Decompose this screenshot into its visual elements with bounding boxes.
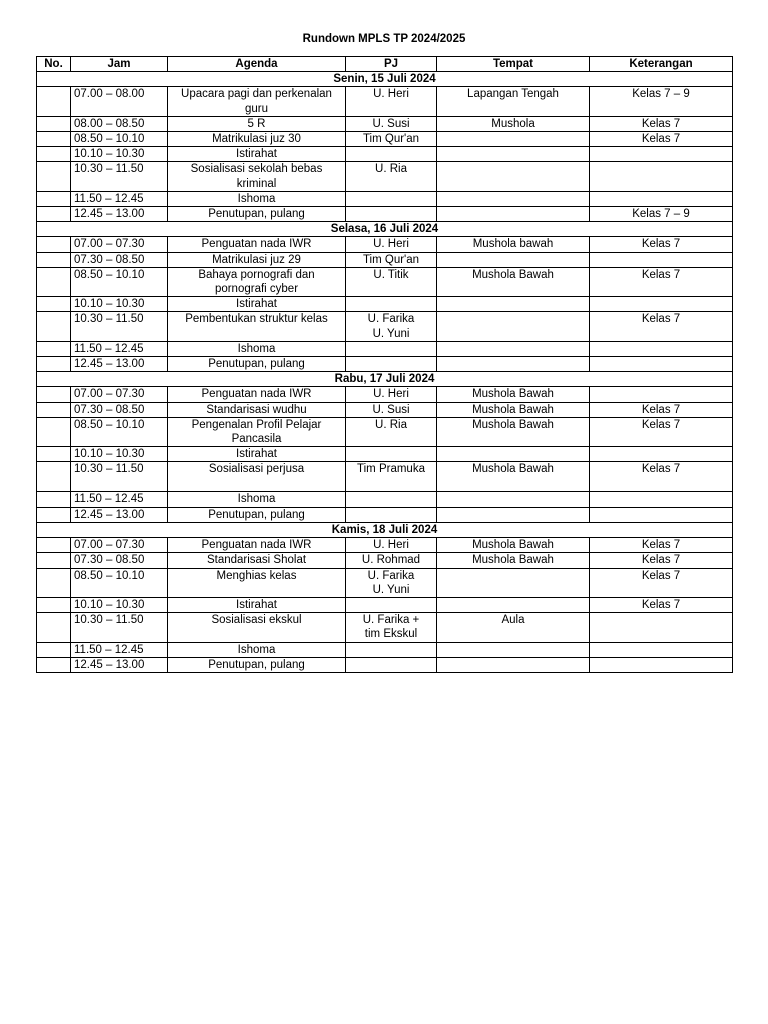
tempat-cell [437,507,590,522]
time-cell: 08.50 – 10.10 [71,417,168,446]
pj-cell: U. Farika U. Yuni [346,312,437,341]
keterangan-cell: Kelas 7 [590,267,733,296]
table-row [37,237,733,252]
keterangan-cell: Kelas 7 [590,553,733,568]
table-row [37,507,733,522]
pj-cell [346,297,437,312]
pj-cell [346,147,437,162]
time-cell: 07.30 – 08.50 [71,553,168,568]
table-row [37,568,733,597]
tempat-cell: Mushola Bawah [437,553,590,568]
keterangan-cell [590,492,733,507]
pj-cell [346,492,437,507]
pj-cell: U. Farika + tim Ekskul [346,613,437,642]
time-cell: 08.50 – 10.10 [71,568,168,597]
keterangan-cell: Kelas 7 [590,597,733,612]
rundown-table [36,56,733,673]
table-row [37,341,733,356]
time-cell: 10.30 – 11.50 [71,613,168,642]
keterangan-cell [590,341,733,356]
agenda-cell: Istirahat [168,597,346,612]
tempat-cell: Mushola Bawah [437,387,590,402]
table-row [37,87,733,116]
keterangan-cell [590,191,733,206]
time-cell: 10.10 – 10.30 [71,447,168,462]
no-cell [37,132,71,147]
pj-cell: Tim Qur'an [346,252,437,267]
time-cell: 12.45 – 13.00 [71,207,168,222]
day-label: Selasa, 16 Juli 2024 [37,222,733,237]
agenda-cell: Ishoma [168,642,346,657]
table-row [37,207,733,222]
table-row [37,297,733,312]
tempat-cell: Mushola Bawah [437,417,590,446]
keterangan-cell [590,642,733,657]
day-header-row [37,222,733,237]
keterangan-cell: Kelas 7 [590,417,733,446]
table-row [37,147,733,162]
tempat-cell: Mushola Bawah [437,267,590,296]
pj-cell: U. Susi [346,116,437,131]
keterangan-cell: Kelas 7 [590,402,733,417]
no-cell [37,568,71,597]
tempat-cell: Aula [437,613,590,642]
keterangan-cell [590,613,733,642]
no-cell [37,312,71,341]
keterangan-cell [590,297,733,312]
no-cell [37,147,71,162]
pj-cell: U. Ria [346,162,437,191]
day-label: Senin, 15 Juli 2024 [37,72,733,87]
agenda-cell: Ishoma [168,341,346,356]
agenda-cell: Menghias kelas [168,568,346,597]
no-cell [37,116,71,131]
tempat-cell: Mushola bawah [437,237,590,252]
no-cell [37,657,71,672]
no-cell [37,267,71,296]
keterangan-cell: Kelas 7 – 9 [590,207,733,222]
no-cell [37,417,71,446]
time-cell: 11.50 – 12.45 [71,642,168,657]
keterangan-cell [590,252,733,267]
agenda-cell: Ishoma [168,191,346,206]
tempat-cell: Mushola [437,116,590,131]
pj-cell: U. Ria [346,417,437,446]
document-title: Rundown MPLS TP 2024/2025 [302,33,466,45]
agenda-cell: Penutupan, pulang [168,507,346,522]
agenda-cell: Penguatan nada IWR [168,387,346,402]
pj-cell: U. Heri [346,237,437,252]
tempat-cell [437,642,590,657]
agenda-cell: Matrikulasi juz 29 [168,252,346,267]
agenda-cell: Penguatan nada IWR [168,237,346,252]
tempat-cell [437,657,590,672]
pj-cell: U. Titik [346,267,437,296]
header-pj: PJ [346,57,437,72]
pj-cell: Tim Pramuka [346,462,437,492]
keterangan-cell: Kelas 7 [590,312,733,341]
agenda-cell: Istirahat [168,447,346,462]
no-cell [37,341,71,356]
header-tempat: Tempat [437,57,590,72]
pj-cell: U. Farika U. Yuni [346,568,437,597]
tempat-cell [437,191,590,206]
time-cell: 10.30 – 11.50 [71,162,168,191]
keterangan-cell: Kelas 7 [590,568,733,597]
pj-cell [346,507,437,522]
no-cell [37,87,71,116]
tempat-cell [437,297,590,312]
agenda-cell: Ishoma [168,492,346,507]
agenda-cell: Penguatan nada IWR [168,538,346,553]
agenda-cell: 5 R [168,116,346,131]
tempat-cell [437,341,590,356]
time-cell: 07.00 – 08.00 [71,87,168,116]
time-cell: 11.50 – 12.45 [71,492,168,507]
keterangan-cell [590,357,733,372]
keterangan-cell: Kelas 7 [590,538,733,553]
table-row [37,597,733,612]
keterangan-cell [590,162,733,191]
time-cell: 07.00 – 07.30 [71,387,168,402]
pj-cell: U. Heri [346,387,437,402]
pj-cell [346,642,437,657]
no-cell [37,538,71,553]
keterangan-cell: Kelas 7 [590,462,733,492]
tempat-cell [437,312,590,341]
no-cell [37,357,71,372]
keterangan-cell [590,447,733,462]
keterangan-cell [590,507,733,522]
time-cell: 12.45 – 13.00 [71,507,168,522]
time-cell: 08.50 – 10.10 [71,267,168,296]
table-row [37,553,733,568]
pj-cell: U. Rohmad [346,553,437,568]
agenda-cell: Pengenalan Profil Pelajar Pancasila [168,417,346,446]
day-header-row [37,372,733,387]
agenda-cell: Sosialisasi sekolah bebas kriminal [168,162,346,191]
keterangan-cell [590,387,733,402]
header-agenda: Agenda [168,57,346,72]
no-cell [37,597,71,612]
no-cell [37,387,71,402]
table-row [37,132,733,147]
agenda-cell: Standarisasi wudhu [168,402,346,417]
table-header [37,57,733,72]
agenda-cell: Istirahat [168,297,346,312]
agenda-cell: Sosialisasi ekskul [168,613,346,642]
time-cell: 10.10 – 10.30 [71,597,168,612]
day-header-row [37,72,733,87]
time-cell: 11.50 – 12.45 [71,341,168,356]
no-cell [37,207,71,222]
tempat-cell [437,207,590,222]
day-header-row [37,522,733,537]
agenda-cell: Istirahat [168,147,346,162]
no-cell [37,191,71,206]
pj-cell [346,657,437,672]
time-cell: 10.10 – 10.30 [71,297,168,312]
table-row [37,657,733,672]
time-cell: 08.00 – 08.50 [71,116,168,131]
table-row [37,492,733,507]
agenda-cell: Penutupan, pulang [168,657,346,672]
table-row [37,387,733,402]
agenda-cell: Standarisasi Sholat [168,553,346,568]
tempat-cell: Lapangan Tengah [437,87,590,116]
no-cell [37,237,71,252]
no-cell [37,492,71,507]
pj-cell: U. Heri [346,87,437,116]
no-cell [37,462,71,492]
time-cell: 07.30 – 08.50 [71,402,168,417]
table-row [37,312,733,341]
table-row [37,116,733,131]
no-cell [37,642,71,657]
day-label: Kamis, 18 Juli 2024 [37,522,733,537]
no-cell [37,613,71,642]
time-cell: 12.45 – 13.00 [71,357,168,372]
table-row [37,613,733,642]
no-cell [37,507,71,522]
no-cell [37,402,71,417]
no-cell [37,252,71,267]
tempat-cell [437,132,590,147]
agenda-cell: Penutupan, pulang [168,357,346,372]
agenda-cell: Sosialisasi perjusa [168,462,346,492]
keterangan-cell: Kelas 7 [590,237,733,252]
table-row [37,191,733,206]
pj-cell [346,357,437,372]
table-row [37,417,733,446]
no-cell [37,162,71,191]
table-row [37,402,733,417]
pj-cell [346,207,437,222]
tempat-cell [437,252,590,267]
day-label: Rabu, 17 Juli 2024 [37,372,733,387]
no-cell [37,447,71,462]
keterangan-cell: Kelas 7 [590,132,733,147]
time-cell: 10.30 – 11.50 [71,312,168,341]
pj-cell [346,341,437,356]
table-row [37,642,733,657]
keterangan-cell: Kelas 7 – 9 [590,87,733,116]
tempat-cell [437,357,590,372]
tempat-cell [437,447,590,462]
tempat-cell: Mushola Bawah [437,538,590,553]
no-cell [37,553,71,568]
header-jam: Jam [71,57,168,72]
table-row [37,538,733,553]
pj-cell: Tim Qur'an [346,132,437,147]
agenda-cell: Bahaya pornografi dan pornografi cyber [168,267,346,296]
pj-cell [346,597,437,612]
tempat-cell [437,492,590,507]
time-cell: 07.30 – 08.50 [71,252,168,267]
tempat-cell: Mushola Bawah [437,462,590,492]
header-keterangan: Keterangan [590,57,733,72]
time-cell: 12.45 – 13.00 [71,657,168,672]
tempat-cell [437,597,590,612]
no-cell [37,297,71,312]
tempat-cell [437,568,590,597]
time-cell: 07.00 – 07.30 [71,538,168,553]
time-cell: 11.50 – 12.45 [71,191,168,206]
tempat-cell: Mushola Bawah [437,402,590,417]
table-body [37,72,733,673]
keterangan-cell [590,147,733,162]
table-row [37,447,733,462]
header-no: No. [37,57,71,72]
pj-cell: U. Heri [346,538,437,553]
keterangan-cell [590,657,733,672]
keterangan-cell: Kelas 7 [590,116,733,131]
agenda-cell: Matrikulasi juz 30 [168,132,346,147]
agenda-cell: Upacara pagi dan perkenalan guru [168,87,346,116]
tempat-cell [437,147,590,162]
tempat-cell [437,162,590,191]
agenda-cell: Pembentukan struktur kelas [168,312,346,341]
table-row [37,462,733,492]
pj-cell [346,191,437,206]
table-row [37,252,733,267]
header-row [37,57,733,72]
time-cell: 10.30 – 11.50 [71,462,168,492]
pj-cell: U. Susi [346,402,437,417]
table-row [37,357,733,372]
time-cell: 08.50 – 10.10 [71,132,168,147]
time-cell: 07.00 – 07.30 [71,237,168,252]
agenda-cell: Penutupan, pulang [168,207,346,222]
table-row [37,267,733,296]
time-cell: 10.10 – 10.30 [71,147,168,162]
pj-cell [346,447,437,462]
table-row [37,162,733,191]
